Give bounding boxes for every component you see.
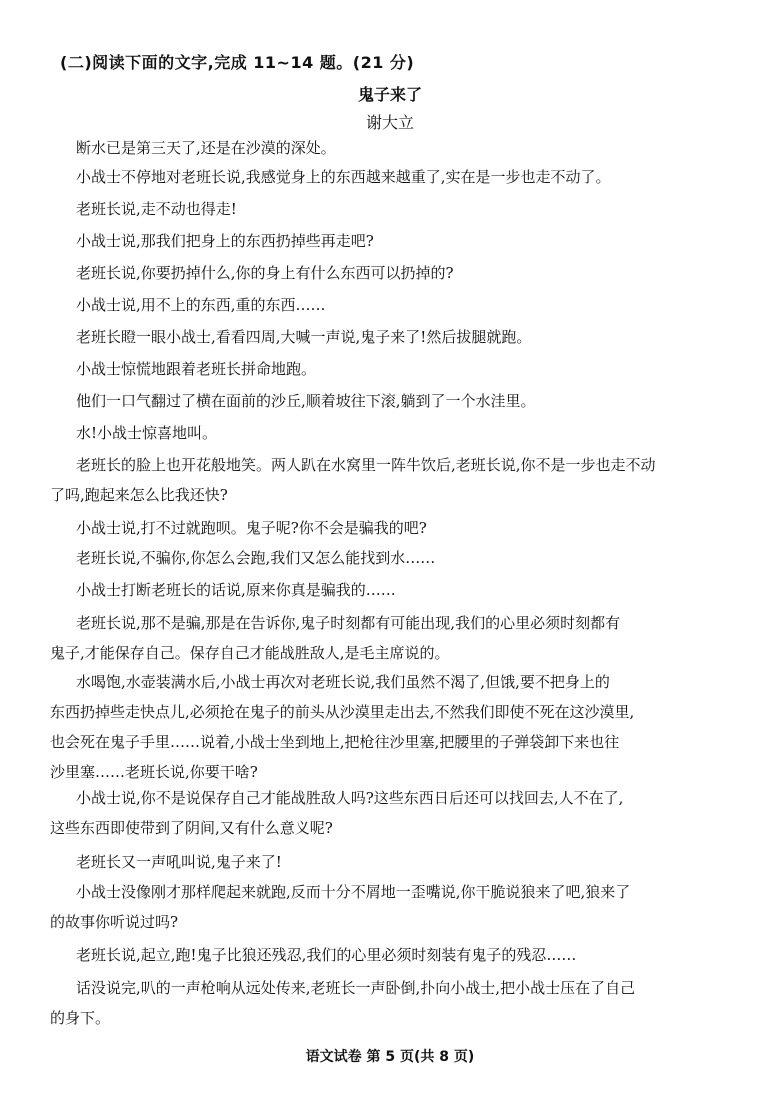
paragraph-line: 了吗,跑起来怎么比我还快? bbox=[50, 486, 228, 504]
story-paragraph bbox=[50, 162, 740, 192]
paragraph-line: 老班长又一声吼叫说,鬼子来了! bbox=[76, 853, 282, 871]
story-paragraph bbox=[50, 133, 740, 163]
paragraph-line: 断水已是第三天了,还是在沙漠的深处。 bbox=[76, 139, 336, 157]
paragraph-line: 老班长说,那不是骗,那是在告诉你,鬼子时刻都有可能出现,我们的心里必须时刻都有 bbox=[76, 614, 621, 632]
paragraph-line: 老班长说,起立,跑!鬼子比狼还残忍,我们的心里必须时刻装有鬼子的残忍…… bbox=[76, 946, 577, 964]
paragraph-line: 这些东西即使带到了阴间,又有什么意义呢? bbox=[50, 819, 333, 837]
story-paragraph bbox=[50, 940, 740, 970]
paragraph-line: 的身下。 bbox=[50, 1009, 111, 1027]
paragraph-line: 小战士说,你不是说保存自己才能战胜敌人吗?这些东西日后还可以找回去,人不在了, bbox=[76, 789, 624, 807]
paragraph-line: 水!小战士惊喜地叫。 bbox=[76, 424, 218, 442]
story-title: 鬼子来了 bbox=[357, 85, 422, 104]
story-paragraph bbox=[50, 973, 740, 1033]
paragraph-line: 鬼子,才能保存自己。保存自己才能战胜敌人,是毛主席说的。 bbox=[50, 644, 450, 662]
paragraph-line: 沙里塞……老班长说,你要干啥? bbox=[50, 763, 258, 781]
story-paragraph bbox=[50, 322, 740, 352]
paragraph-line: 小战士说,打不过就跑呗。鬼子呢?你不会是骗我的吧? bbox=[76, 519, 427, 537]
story-paragraph bbox=[50, 258, 740, 288]
paragraph-line: 小战士惊慌地跟着老班长拼命地跑。 bbox=[76, 360, 317, 378]
story-paragraph bbox=[50, 608, 740, 668]
story-paragraph bbox=[50, 575, 740, 605]
page-footer: 语文试卷 第 5 页(共 8 页) bbox=[305, 1049, 475, 1065]
story-paragraph bbox=[50, 543, 740, 573]
paragraph-line: 话没说完,叭的一声枪响从远处传来,老班长一声卧倒,扑向小战士,把小战士压在了自己 bbox=[76, 979, 636, 997]
paragraph-line: 老班长说,走不动也得走! bbox=[76, 200, 237, 218]
section-heading: (二)阅读下面的文字,完成 11~14 题。(21 分) bbox=[60, 53, 415, 72]
paragraph-line: 老班长说,你要扔掉什么,你的身上有什么东西可以扔掉的? bbox=[76, 264, 454, 282]
story-paragraph bbox=[50, 877, 740, 937]
story-author: 谢大立 bbox=[365, 113, 414, 132]
story-paragraph bbox=[50, 194, 740, 224]
paragraph-line: 东西扔掉些走快点儿,必须抢在鬼子的前头从沙漠里走出去,不然我们即使不死在这沙漠里, bbox=[50, 703, 635, 721]
paragraph-line: 老班长的脸上也开花般地笑。两人趴在水窝里一阵牛饮后,老班长说,你不是一步也走不动 bbox=[76, 456, 656, 474]
paragraph-line: 小战士说,那我们把身上的东西扔掉些再走吧? bbox=[76, 232, 374, 250]
story-paragraph bbox=[50, 847, 740, 877]
story-paragraph bbox=[50, 418, 740, 448]
story-paragraph bbox=[50, 386, 740, 416]
paragraph-line: 小战士不停地对老班长说,我感觉身上的东西越来越重了,实在是一步也走不动了。 bbox=[76, 168, 611, 186]
story-paragraph bbox=[50, 290, 740, 320]
paragraph-line: 小战士说,用不上的东西,重的东西…… bbox=[76, 296, 326, 314]
paragraph-line: 老班长说,不骗你,你怎么会跑,我们又怎么能找到水…… bbox=[76, 549, 436, 567]
story-paragraph bbox=[50, 667, 740, 787]
paragraph-line: 小战士打断老班长的话说,原来你真是骗我的…… bbox=[76, 581, 396, 599]
paragraph-line: 水喝饱,水壶装满水后,小战士再次对老班长说,我们虽然不渴了,但饿,要不把身上的 bbox=[76, 673, 610, 691]
paragraph-line: 小战士没像刚才那样爬起来就跑,反而十分不屑地一歪嘴说,你干脆说狼来了吧,狼来了 bbox=[76, 883, 631, 901]
paragraph-line: 老班长瞪一眼小战士,看看四周,大喊一声说,鬼子来了!然后拔腿就跑。 bbox=[76, 328, 532, 346]
story-paragraph bbox=[50, 513, 740, 543]
paragraph-line: 他们一口气翻过了横在面前的沙丘,顺着坡往下滚,躺到了一个水洼里。 bbox=[76, 392, 536, 410]
paragraph-line: 的故事你听说过吗? bbox=[50, 913, 179, 931]
paragraph-line: 也会死在鬼子手里……说着,小战士坐到地上,把枪往沙里塞,把腰里的子弹袋卸下来也往 bbox=[50, 733, 620, 751]
story-paragraph bbox=[50, 450, 740, 510]
story-paragraph bbox=[50, 354, 740, 384]
story-paragraph bbox=[50, 226, 740, 256]
story-paragraph bbox=[50, 783, 740, 843]
